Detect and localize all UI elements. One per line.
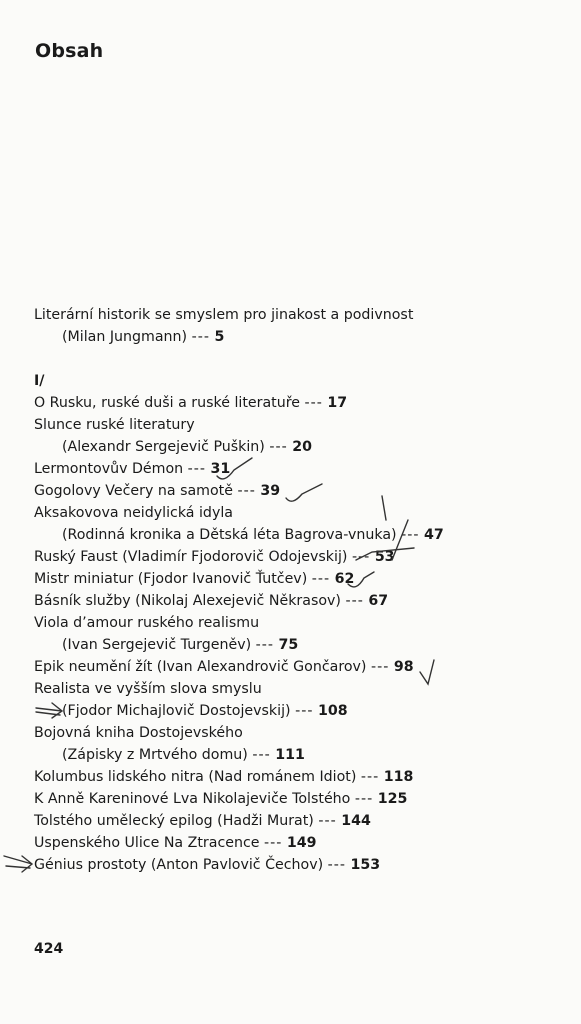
toc-page-number: 144 [341,813,371,829]
page-title: Obsah [35,40,104,62]
toc-entry [34,480,564,502]
toc-entry [34,502,564,524]
toc-entry [34,590,564,612]
toc-entry [34,722,564,744]
toc-entry-text: Kolumbus lidského nitra (Nad románem Idiot) [34,769,357,785]
toc-leader: --- [311,571,331,587]
toc-leader: --- [371,659,390,675]
toc-entry [34,392,564,414]
toc-entry [34,788,564,810]
toc-page-number: 47 [423,527,444,543]
toc-leader: --- [401,527,420,543]
handwritten-arrow [4,856,32,872]
toc-entry-text: Génius prostoty (Anton Pavlovič Čechov) [34,857,324,873]
toc-page-number: 31 [210,461,231,477]
toc-entry-text: Realista ve vyšším slova smyslu [34,681,262,697]
toc-entry-text: Básník služby (Nikolaj Alexejevič Někrasov) [34,593,341,609]
toc-leader: --- [354,791,374,807]
toc-entry [34,832,564,854]
toc-entry-text: (Milan Jungmann) [62,329,188,345]
toc-leader: --- [295,703,314,719]
toc-entry [34,656,564,678]
toc-page-number: 153 [350,857,381,873]
toc-entry [34,700,564,722]
section-heading: I/ [34,373,45,389]
toc-page-number: 53 [374,549,395,565]
toc-leader: --- [345,593,364,609]
toc-entry-text: (Ivan Sergejevič Turgeněv) [62,637,252,653]
toc-intro-line-2 [34,326,564,348]
toc-entry-text: Ruský Faust (Vladimír Fjodorovič Odojevskij) [34,549,348,565]
toc-entry-text: Slunce ruské literatury [34,417,195,433]
toc-entry [34,678,564,700]
toc-entry [34,546,564,568]
toc-entry-text: (Fjodor Michajlovič Dostojevskij) [62,703,291,719]
toc-entry-text: Literární historik se smyslem pro jinakost a podivnost [34,307,414,323]
toc-intro-line-1 [34,304,564,326]
table-of-contents [34,304,564,876]
toc-leader: --- [327,857,347,873]
toc-entry [34,766,564,788]
toc-entry-text: Uspenského Ulice Na Ztracence [34,835,260,851]
toc-entry [34,634,564,656]
toc-entries [34,392,564,876]
toc-entry [34,436,564,458]
toc-entry-text: Lermontovův Démon [34,461,184,477]
toc-page-number: 108 [317,703,348,719]
toc-entry-text: Tolstého umělecký epilog (Hadži Murat) [34,813,314,829]
toc-entry [34,810,564,832]
toc-page-number: 5 [214,329,225,345]
toc-page-number: 39 [260,483,281,499]
toc-page-number: 20 [292,439,312,455]
toc-page-number: 118 [383,769,414,785]
toc-leader: --- [252,747,271,763]
toc-entry [34,458,564,480]
toc-entry-text: (Alexandr Sergejevič Puškin) [62,439,265,455]
toc-entry-text: K Anně Kareninové Lva Nikolajeviče Tolstého [34,791,351,807]
toc-leader: --- [318,813,337,829]
toc-entry-text: Aksakovova neidylická idyla [34,505,233,521]
toc-page-number: 62 [334,571,355,587]
page-number: 424 [34,941,64,957]
toc-entry [34,612,564,634]
toc-page-number: 149 [286,835,317,851]
toc-leader: --- [255,637,275,653]
toc-entry-text: Viola d’amour ruského realismu [34,615,260,631]
toc-entry-text: Bojovná kniha Dostojevského [34,725,243,741]
toc-leader: --- [191,329,210,345]
toc-entry [34,568,564,590]
toc-entry [34,524,564,546]
toc-entry-text: Mistr miniatur (Fjodor Ivanovič Ťutčev) [34,571,308,587]
toc-page-number: 75 [278,637,299,653]
toc-page-number: 125 [377,791,408,807]
toc-leader: --- [360,769,380,785]
toc-entry-text: (Zápisky z Mrtvého domu) [62,747,248,763]
toc-leader: --- [304,395,323,411]
toc-entry-text: (Rodinná kronika a Dětská léta Bagrova-vnuka) [62,527,397,543]
toc-leader: --- [264,835,283,851]
toc-entry [34,744,564,766]
toc-entry [34,414,564,436]
toc-entry-text: Gogolovy Večery na samotě [34,483,233,499]
toc-leader: --- [187,461,207,477]
toc-leader: --- [237,483,256,499]
toc-entry-text: Epik neumění žít (Ivan Alexandrovič Gončarov) [34,659,367,675]
toc-page-number: 17 [327,395,348,411]
toc-leader: --- [351,549,371,565]
toc-leader: --- [269,439,288,455]
toc-entry-text: O Rusku, ruské duši a ruské literatuře [34,395,300,411]
toc-entry [34,854,564,876]
toc-page-number: 98 [393,659,414,675]
toc-page-number: 111 [275,747,305,763]
toc-page-number: 67 [368,593,389,609]
